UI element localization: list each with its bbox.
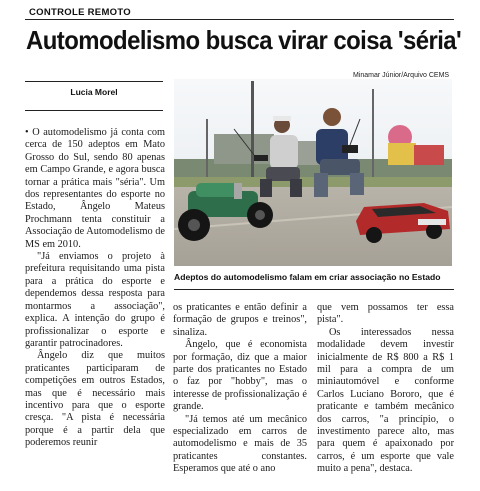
headline: Automodelismo busca virar coisa 'séria' <box>26 25 462 55</box>
paragraph: Ângelo, que é economista por formação, diz que a maior parte dos praticantes no Estado o faz por "hobby", mas o interesse de profissionalização é grande. <box>173 339 307 413</box>
article-column-2 <box>173 302 307 476</box>
rc-car-photo <box>174 79 452 266</box>
section-label: CONTROLE REMOTO <box>29 7 131 18</box>
paragraph: • O automodelismo já conta com cerca de 150 adeptos em Mato Grosso do Sul, sendo 80 apenas em Campo Grande, e agora busca tornar a prática mais "séria". Um dos representantes do esporte no Estado, Ângelo Mateus Prochmann tenta constituir a Associação de Automodelismo de MS em 2010. <box>25 127 165 250</box>
paragraph: que vem possamos ter essa pista". <box>317 302 454 326</box>
headline-rule-top <box>25 19 454 20</box>
article-column-3 <box>317 302 454 476</box>
author-byline: Lucia Morel <box>70 87 118 97</box>
author-rule-bottom <box>25 110 163 111</box>
paragraph: Ângelo diz que muitos praticantes participaram de competições em outros Estados, mas que é necessário mais incentivo para que o esporte cresça. "A pista é necessária porque é a partir dela que poderemos reunir <box>25 350 165 449</box>
paragraph: os praticantes e então definir a formação de grupos e treinos", sinaliza. <box>173 302 307 338</box>
paragraph: "Já temos até um mecânico especializado em carros de automodelismo e mais de 35 praticantes constantes. Esperamos que até o ano <box>173 413 307 475</box>
paragraph: "Já enviamos o projeto à prefeitura requisitando uma pista para a prática do esporte e dependemos dessa resposta para montarmos a associação", explica. A intenção do grupo é profissionalizar o esporte e garantir patrocinadores. <box>25 251 165 349</box>
author-rule-top <box>25 81 163 82</box>
article-column-1 <box>25 127 165 450</box>
article-photo <box>174 79 452 266</box>
paragraph: Os interessados nessa modalidade devem investir inicialmente de R$ 800 a R$ 1 mil para a compra de um miniautomóvel e conforme Carlos Luciano Bororo, que é praticante e também mecânico dos carros, "a princípio, o investimento parece alto, mas para quem é apaixonado por carros, é um esporte que vale muito a pena", destaca. <box>317 326 454 475</box>
caption-rule <box>174 289 454 290</box>
photo-credit: Minamar Júnior/Arquivo CEMS <box>353 72 450 79</box>
photo-caption: Adeptos do automodelismo falam em criar associação no Estado <box>174 272 441 282</box>
